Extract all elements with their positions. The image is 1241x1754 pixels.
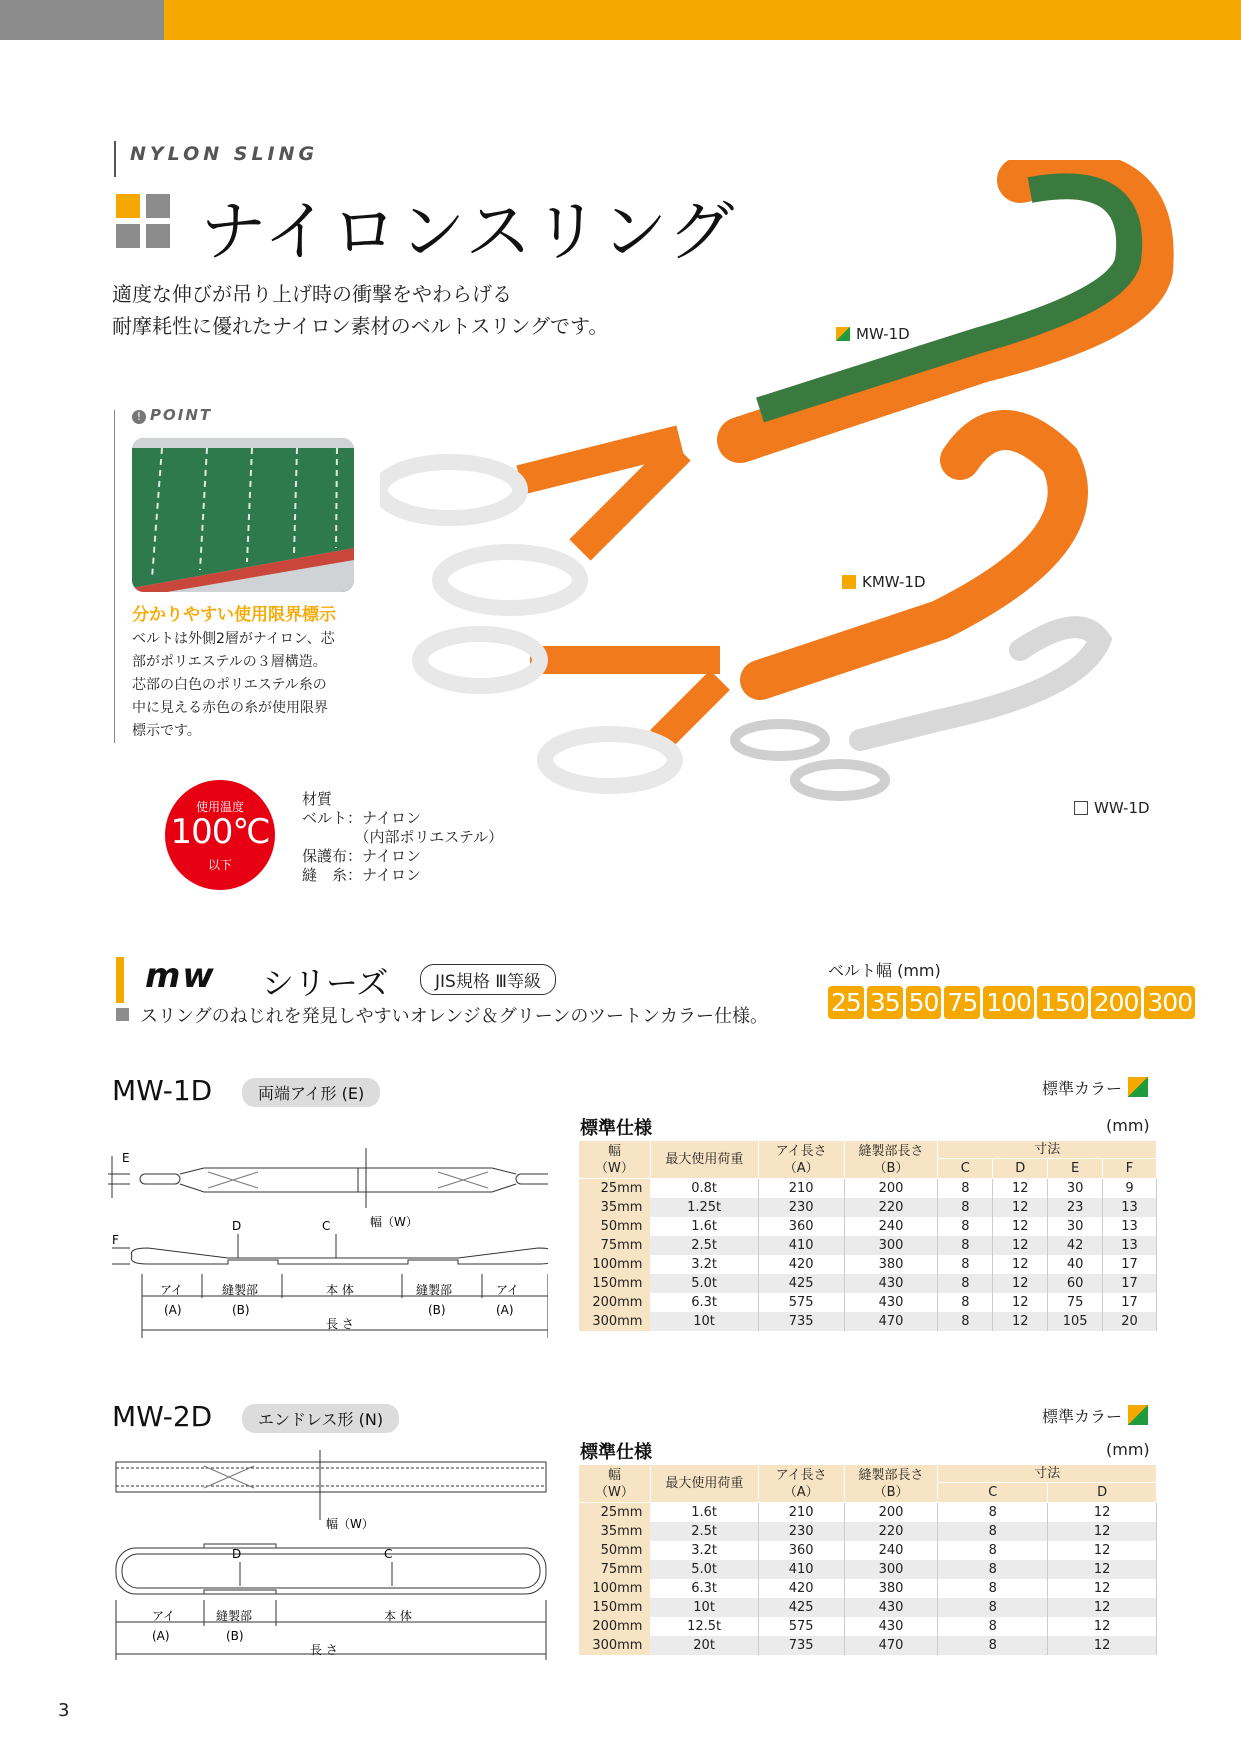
diagram-label-eye: アイ [152, 1609, 175, 1623]
diagram-label-c: C [322, 1219, 331, 1233]
table-cell: 8 [938, 1579, 1048, 1598]
table-row [579, 1179, 1157, 1199]
table-cell: 13 [1103, 1236, 1157, 1255]
table-cell: 230 [758, 1198, 844, 1217]
table-cell: 50mm [579, 1541, 651, 1560]
color-swatch-icon [842, 575, 856, 589]
table-cell: 210 [758, 1503, 844, 1523]
table-cell: 35mm [579, 1522, 651, 1541]
series-title: mw [145, 956, 216, 996]
header-width: 幅 （W） [579, 1141, 651, 1179]
lead-line-2: 耐摩耗性に優れたナイロン素材のベルトスリングです。 [112, 314, 609, 338]
unit-mw-2d: (mm) [1106, 1440, 1150, 1459]
table-cell: 8 [938, 1560, 1048, 1579]
series-accent-bar [116, 957, 124, 1003]
table-cell: 420 [758, 1579, 844, 1598]
header-c: C [938, 1483, 1048, 1503]
table-cell: 12 [1048, 1522, 1157, 1541]
point-label: POINT [150, 406, 213, 424]
table-cell: 150mm [579, 1598, 651, 1617]
header-eye: アイ長さ （A） [758, 1141, 844, 1179]
temperature-badge: 使用温度 100℃ 以下 [165, 780, 275, 890]
table-row [579, 1541, 1157, 1560]
table-row [579, 1217, 1157, 1236]
color-swatch-icon [1128, 1077, 1148, 1097]
table-cell: 25mm [579, 1503, 651, 1523]
diagram-label-c: C [384, 1547, 393, 1561]
table-cell: 12 [993, 1312, 1048, 1331]
belt-width-chip: 300 [1144, 986, 1195, 1019]
table-row [579, 1312, 1157, 1331]
table-cell: 12 [993, 1179, 1048, 1199]
table-cell: 8 [938, 1255, 993, 1274]
table-cell: 6.3t [650, 1579, 758, 1598]
diagram-label-length: 長 さ [326, 1317, 354, 1331]
table-cell: 150mm [579, 1274, 651, 1293]
table-row [579, 1503, 1157, 1523]
table-cell: 360 [758, 1217, 844, 1236]
table-cell: 380 [844, 1255, 938, 1274]
diagram-label-a: (A) [152, 1629, 170, 1643]
diagram-label-b: (B) [428, 1303, 446, 1317]
table-cell: 380 [844, 1579, 938, 1598]
diagram-label-body: 本 体 [384, 1609, 412, 1623]
table-cell: 575 [758, 1617, 844, 1636]
table-cell: 300mm [579, 1636, 651, 1655]
table-cell: 17 [1103, 1274, 1157, 1293]
table-cell: 425 [758, 1598, 844, 1617]
table-cell: 210 [758, 1179, 844, 1199]
diagram-label-width: 幅（W） [370, 1215, 418, 1229]
belt-width-chip: 100 [983, 986, 1034, 1019]
table-cell: 8 [938, 1236, 993, 1255]
header-c: C [938, 1159, 993, 1179]
standard-color-mw-2d: 標準カラー [1042, 1404, 1148, 1427]
table-cell: 430 [844, 1274, 938, 1293]
model-mw-2d: MW-2D [112, 1400, 213, 1433]
table-cell: 13 [1103, 1217, 1157, 1236]
table-cell: 105 [1048, 1312, 1103, 1331]
table-cell: 8 [938, 1598, 1048, 1617]
table-cell: 8 [938, 1636, 1048, 1655]
table-cell: 8 [938, 1312, 993, 1331]
table-cell: 8 [938, 1179, 993, 1199]
point-heading: 分かりやすい使用限界標示 [132, 605, 336, 625]
spec-table-mw-2d [578, 1464, 1157, 1655]
materials-list: 材質 ベルト：ナイロン （内部ポリエステル） 保護布：ナイロン 縫 糸：ナイロン [302, 790, 504, 884]
table-row [579, 1522, 1157, 1541]
english-title: NYLON SLING [130, 143, 319, 165]
table-row [579, 1617, 1157, 1636]
header-dimensions: 寸法 [938, 1141, 1157, 1159]
table-cell: 470 [844, 1312, 938, 1331]
header-dimensions: 寸法 [938, 1465, 1157, 1483]
color-swatch-icon [1074, 801, 1088, 815]
table-row [579, 1293, 1157, 1312]
table-cell: 8 [938, 1217, 993, 1236]
diagram-label-d: D [232, 1547, 242, 1561]
table-cell: 10t [650, 1312, 758, 1331]
point-icon: ! [132, 410, 146, 424]
table-cell: 200 [844, 1179, 938, 1199]
diagram-label-e: E [122, 1151, 130, 1165]
table-row [579, 1236, 1157, 1255]
table-row [579, 1636, 1157, 1655]
table-cell: 8 [938, 1198, 993, 1217]
table-cell: 220 [844, 1522, 938, 1541]
table-cell: 12 [993, 1198, 1048, 1217]
table-row [579, 1579, 1157, 1598]
header-sew: 縫製部長さ （B） [844, 1465, 938, 1503]
model-tag-mw-2d: エンドレス形 (N) [242, 1404, 399, 1433]
product-label-mw-1d: MW-1D [836, 325, 910, 343]
table-cell: 240 [844, 1217, 938, 1236]
table-cell: 420 [758, 1255, 844, 1274]
table-cell: 430 [844, 1598, 938, 1617]
product-label-kmw-1d: KMW-1D [842, 573, 926, 591]
table-cell: 5.0t [650, 1560, 758, 1579]
diagram-label-a: (A) [164, 1303, 182, 1317]
table-cell: 410 [758, 1236, 844, 1255]
header-f: F [1103, 1159, 1157, 1179]
table-cell: 75mm [579, 1236, 651, 1255]
table-cell: 3.2t [650, 1541, 758, 1560]
spec-title-mw-1d: 標準仕様 [580, 1118, 652, 1139]
table-cell: 735 [758, 1312, 844, 1331]
table-cell: 735 [758, 1636, 844, 1655]
table-cell: 10t [650, 1598, 758, 1617]
belt-width-chip: 200 [1091, 986, 1142, 1019]
table-cell: 12 [1048, 1579, 1157, 1598]
table-cell: 20t [650, 1636, 758, 1655]
table-cell: 300mm [579, 1312, 651, 1331]
table-row [579, 1255, 1157, 1274]
header-load: 最大使用荷重 [650, 1465, 758, 1503]
table-cell: 17 [1103, 1293, 1157, 1312]
table-cell: 9 [1103, 1179, 1157, 1199]
diagram-label-b: (B) [232, 1303, 250, 1317]
belt-width-chip: 35 [867, 986, 903, 1019]
belt-width-chip: 75 [944, 986, 980, 1019]
jis-badge: JIS規格 Ⅲ等級 [420, 964, 556, 995]
product-label-ww-1d: WW-1D [1074, 799, 1150, 817]
table-cell: 300 [844, 1560, 938, 1579]
table-cell: 2.5t [650, 1522, 758, 1541]
table-row [579, 1598, 1157, 1617]
belt-width-label: ベルト幅 (mm) [828, 961, 941, 980]
table-cell: 1.6t [650, 1217, 758, 1236]
table-cell: 12 [1048, 1503, 1157, 1523]
color-swatch-icon [1128, 1405, 1148, 1425]
table-cell: 100mm [579, 1255, 651, 1274]
diagram-label-a: (A) [496, 1303, 514, 1317]
table-cell: 430 [844, 1617, 938, 1636]
table-cell: 42 [1048, 1236, 1103, 1255]
diagram-label-b: (B) [226, 1629, 244, 1643]
table-cell: 8 [938, 1617, 1048, 1636]
table-cell: 25mm [579, 1179, 651, 1199]
diagram-label-eye: アイ [160, 1283, 183, 1297]
diagram-label-sew: 縫製部 [222, 1283, 259, 1297]
belt-width-chip: 150 [1037, 986, 1088, 1019]
table-row [579, 1198, 1157, 1217]
spec-table-mw-1d [578, 1140, 1157, 1331]
table-cell: 200mm [579, 1617, 651, 1636]
standard-color-mw-1d: 標準カラー [1042, 1076, 1148, 1099]
table-cell: 30 [1048, 1217, 1103, 1236]
table-cell: 12 [993, 1274, 1048, 1293]
table-cell: 40 [1048, 1255, 1103, 1274]
table-cell: 410 [758, 1560, 844, 1579]
page-title: ナイロンスリング [200, 193, 737, 270]
diagram-label-sew: 縫製部 [216, 1609, 253, 1623]
table-cell: 8 [938, 1541, 1048, 1560]
diagram-label-f: F [112, 1233, 119, 1247]
table-cell: 6.3t [650, 1293, 758, 1312]
table-cell: 12 [1048, 1636, 1157, 1655]
table-cell: 240 [844, 1541, 938, 1560]
header-load: 最大使用荷重 [650, 1141, 758, 1179]
table-cell: 3.2t [650, 1255, 758, 1274]
table-cell: 50mm [579, 1217, 651, 1236]
table-cell: 75 [1048, 1293, 1103, 1312]
table-cell: 8 [938, 1274, 993, 1293]
table-cell: 13 [1103, 1198, 1157, 1217]
diagram-label-eye: アイ [496, 1283, 519, 1297]
table-cell: 470 [844, 1636, 938, 1655]
table-cell: 100mm [579, 1579, 651, 1598]
model-mw-1d: MW-1D [112, 1074, 213, 1107]
table-cell: 2.5t [650, 1236, 758, 1255]
table-cell: 35mm [579, 1198, 651, 1217]
diagram-label-sew: 縫製部 [416, 1283, 453, 1297]
header-bar-gray [0, 0, 164, 40]
table-cell: 12 [1048, 1560, 1157, 1579]
header-d: D [993, 1159, 1048, 1179]
header-sew: 縫製部長さ （B） [844, 1141, 938, 1179]
table-cell: 12 [1048, 1617, 1157, 1636]
table-cell: 12 [993, 1255, 1048, 1274]
header-width: 幅 （W） [579, 1465, 651, 1503]
diagram-label-width: 幅（W） [326, 1517, 374, 1531]
table-cell: 430 [844, 1293, 938, 1312]
table-cell: 8 [938, 1293, 993, 1312]
table-cell: 0.8t [650, 1179, 758, 1199]
table-cell: 20 [1103, 1312, 1157, 1331]
unit-mw-1d: (mm) [1106, 1116, 1150, 1135]
spec-title-mw-2d: 標準仕様 [580, 1442, 652, 1463]
table-cell: 12 [993, 1236, 1048, 1255]
belt-width-chip: 25 [828, 986, 864, 1019]
table-cell: 60 [1048, 1274, 1103, 1293]
series-subtitle: シリーズ [262, 964, 389, 1002]
point-divider [114, 410, 115, 743]
table-cell: 23 [1048, 1198, 1103, 1217]
diagram-label-d: D [232, 1219, 242, 1233]
table-cell: 8 [938, 1503, 1048, 1523]
table-cell: 360 [758, 1541, 844, 1560]
belt-width-chips [828, 986, 1195, 1019]
header-e: E [1048, 1159, 1103, 1179]
table-cell: 75mm [579, 1560, 651, 1579]
mw-2d-diagram [108, 1450, 548, 1670]
diagram-label-body: 本 体 [326, 1283, 354, 1297]
title-divider [114, 141, 116, 177]
belt-width-chip: 50 [906, 986, 942, 1019]
table-row [579, 1560, 1157, 1579]
header-d: D [1048, 1483, 1157, 1503]
spec-rows-mw-1d [579, 1179, 1157, 1332]
header-eye: アイ長さ （A） [758, 1465, 844, 1503]
color-swatch-icon [836, 327, 850, 341]
table-row [579, 1274, 1157, 1293]
belt-layer-photo [132, 438, 354, 592]
table-cell: 12 [1048, 1541, 1157, 1560]
table-cell: 200mm [579, 1293, 651, 1312]
mw-1d-diagram [108, 1148, 548, 1338]
page-number: 3 [58, 1700, 70, 1721]
table-cell: 300 [844, 1236, 938, 1255]
table-cell: 200 [844, 1503, 938, 1523]
lead-line-1: 適度な伸びが吊り上げ時の衝撃をやわらげる [112, 282, 512, 306]
model-tag-mw-1d: 両端アイ形 (E) [242, 1078, 380, 1107]
series-bullet [116, 1008, 129, 1021]
table-cell: 12 [1048, 1598, 1157, 1617]
point-body: ベルトは外側2層がナイロン、芯 部がポリエステルの３層構造。 芯部の白色のポリエステル糸の 中に見える赤色の糸が使用限界 標示です。 [132, 631, 335, 739]
table-cell: 5.0t [650, 1274, 758, 1293]
table-cell: 425 [758, 1274, 844, 1293]
table-cell: 1.25t [650, 1198, 758, 1217]
header-bar-orange [164, 0, 1241, 40]
table-cell: 12 [993, 1293, 1048, 1312]
table-cell: 8 [938, 1522, 1048, 1541]
table-cell: 17 [1103, 1255, 1157, 1274]
table-cell: 230 [758, 1522, 844, 1541]
table-cell: 1.6t [650, 1503, 758, 1523]
table-cell: 12 [993, 1217, 1048, 1236]
table-cell: 12.5t [650, 1617, 758, 1636]
series-description: スリングのねじれを発見しやすいオレンジ＆グリーンのツートンカラー仕様。 [140, 1006, 769, 1027]
spec-rows-mw-2d [579, 1503, 1157, 1656]
table-cell: 30 [1048, 1179, 1103, 1199]
table-cell: 220 [844, 1198, 938, 1217]
diagram-label-length: 長 さ [310, 1643, 338, 1657]
table-cell: 575 [758, 1293, 844, 1312]
